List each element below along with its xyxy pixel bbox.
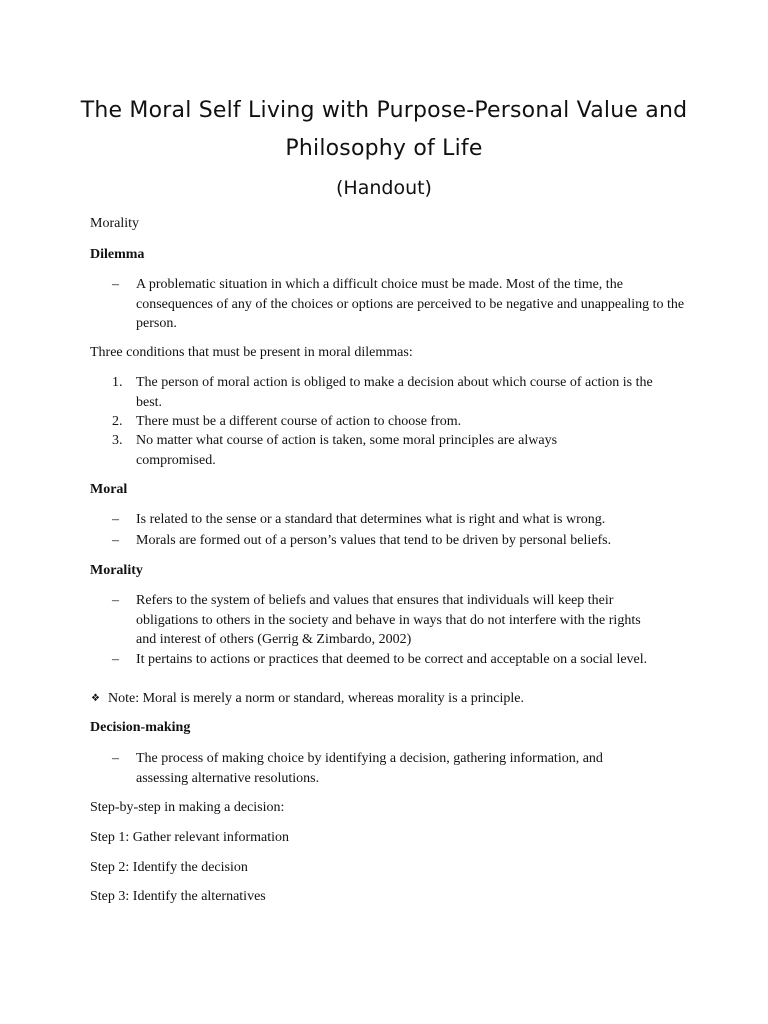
list-number: 2. — [112, 414, 123, 429]
bullet-marker: – — [112, 751, 119, 766]
morality-note: Note: Moral is merely a norm or standard, whereas morality is a principle. — [108, 691, 524, 706]
diamond-bullet-icon: ❖ — [91, 693, 100, 704]
morality-heading: Morality — [90, 563, 143, 578]
list-number: 3. — [112, 433, 123, 448]
list-number: 1. — [112, 375, 123, 390]
morality-point-2: It pertains to actions or practices that deemed to be correct and acceptable on a social level. — [136, 652, 648, 667]
dilemma-definition: A problematic situation in which a difficult choice must be made. Most of the time, the consequences of any of the choices or options are perceived to be negative and unappealing to the person. — [136, 277, 685, 331]
step-item-2: Step 2: Identify the decision — [90, 860, 248, 875]
bullet-marker: – — [112, 277, 119, 292]
moral-point-1: Is related to the sense or a standard that determines what is right and what is wrong. — [136, 512, 606, 527]
bullet-marker: – — [112, 512, 119, 527]
bullet-marker: – — [112, 533, 119, 548]
decision-making-heading: Decision-making — [90, 720, 191, 735]
step-item-1: Step 1: Gather relevant information — [90, 830, 290, 845]
step-item-3: Step 3: Identify the alternatives — [90, 889, 266, 904]
steps-intro: Step-by-step in making a decision: — [90, 800, 285, 815]
decision-making-definition: The process of making choice by identifying a decision, gathering information, and assessing alternative resolutions. — [136, 751, 603, 786]
condition-item-2: There must be a different course of action to choose from. — [136, 414, 462, 429]
document-title: The Moral Self Living with Purpose-Personal Value and Philosophy of Life — [80, 98, 688, 161]
bullet-marker: – — [112, 593, 119, 608]
conditions-intro: Three conditions that must be present in moral dilemmas: — [90, 345, 413, 360]
bullet-marker: – — [112, 652, 119, 667]
morality-point-1: Refers to the system of beliefs and values that ensures that individuals will keep their obligations to others in the society and behave in ways that do not interfere with the rights and interest of others (Gerrig & Zimbardo, 2002) — [136, 593, 641, 647]
condition-item-1: The person of moral action is obliged to make a decision about which course of action is the best. — [136, 375, 653, 410]
moral-heading: Moral — [90, 482, 128, 497]
moral-point-2: Morals are formed out of a person’s values that tend to be driven by personal beliefs. — [136, 533, 612, 548]
condition-item-3: No matter what course of action is taken, some moral principles are always compromised. — [136, 433, 558, 468]
morality-intro-label: Morality — [90, 216, 139, 231]
document-subtitle: (Handout) — [336, 177, 432, 199]
dilemma-heading: Dilemma — [90, 247, 145, 262]
